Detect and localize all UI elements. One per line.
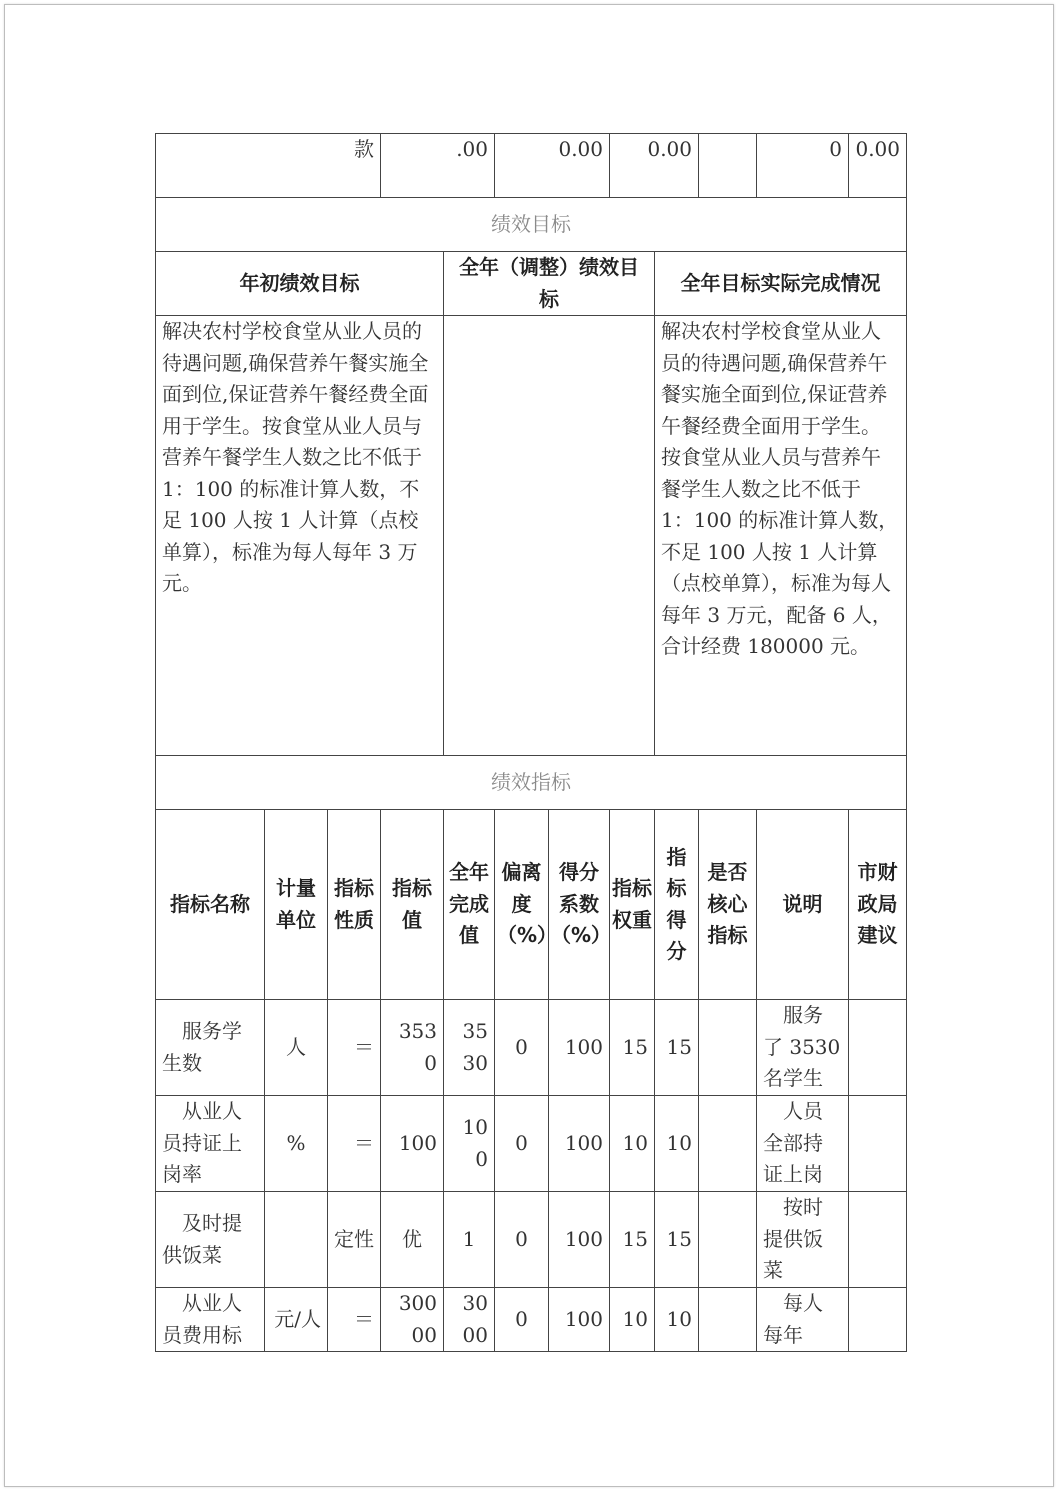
indicator-header-row [156, 810, 907, 1000]
adjusted-goal-text [444, 316, 655, 756]
header-weight: 指标权重 [610, 810, 655, 1000]
header-unit: 计量单位 [265, 810, 328, 1000]
table-row [156, 1000, 907, 1096]
row-coefficient: 100 [549, 1096, 610, 1192]
row-value: 3530 [381, 1000, 444, 1096]
row-name: 服务学生数 [156, 1000, 265, 1096]
top-row [156, 134, 907, 198]
row-deviation: 0 [495, 1288, 549, 1352]
row-unit: 元/人 [265, 1288, 328, 1352]
table-row [156, 1192, 907, 1288]
top-row-label: 款 [156, 134, 381, 198]
adjusted-goal-header: 全年（调整）绩效目标 [444, 252, 655, 316]
header-coefficient: 得分系数（%） [549, 810, 610, 1000]
row-score: 15 [655, 1000, 699, 1096]
row-score: 15 [655, 1192, 699, 1288]
row-core [699, 1288, 757, 1352]
row-weight: 15 [610, 1192, 655, 1288]
row-weight: 15 [610, 1000, 655, 1096]
row-coefficient: 100 [549, 1000, 610, 1096]
row-note: 人员全部持证上岗 [757, 1096, 849, 1192]
row-completed: 1 [444, 1192, 495, 1288]
header-advice: 市财政局建议 [849, 810, 907, 1000]
row-note: 服务了 3530 名学生 [757, 1000, 849, 1096]
header-note: 说明 [757, 810, 849, 1000]
header-indicator-name: 指标名称 [156, 810, 265, 1000]
perf-goal-section-title: 绩效目标 [156, 198, 907, 252]
row-value: 优 [381, 1192, 444, 1288]
initial-goal-header: 年初绩效目标 [156, 252, 444, 316]
top-row-value-4 [699, 134, 757, 198]
header-core: 是否核心指标 [699, 810, 757, 1000]
row-coefficient: 100 [549, 1192, 610, 1288]
row-name: 及时提供饭菜 [156, 1192, 265, 1288]
table-row [156, 1288, 907, 1352]
row-coefficient: 100 [549, 1288, 610, 1352]
row-core [699, 1000, 757, 1096]
row-completed: 3000 [444, 1288, 495, 1352]
row-deviation: 0 [495, 1000, 549, 1096]
row-note: 每人每年 [757, 1288, 849, 1352]
header-value: 指标值 [381, 810, 444, 1000]
row-name: 从业人员持证上岗率 [156, 1096, 265, 1192]
row-nature: ＝ [328, 1000, 381, 1096]
top-row-value-1: .00 [381, 134, 495, 198]
row-nature: ＝ [328, 1096, 381, 1192]
header-completed: 全年完成值 [444, 810, 495, 1000]
performance-table [155, 133, 907, 1352]
row-core [699, 1192, 757, 1288]
row-advice [849, 1288, 907, 1352]
header-deviation: 偏离度（%） [495, 810, 549, 1000]
row-note: 按时提供饭菜 [757, 1192, 849, 1288]
top-row-value-2: 0.00 [495, 134, 610, 198]
row-completed: 3530 [444, 1000, 495, 1096]
row-completed: 100 [444, 1096, 495, 1192]
row-score: 10 [655, 1096, 699, 1192]
top-row-value-5: 0 [757, 134, 849, 198]
header-nature: 指标性质 [328, 810, 381, 1000]
row-advice [849, 1000, 907, 1096]
row-name: 从业人员费用标 [156, 1288, 265, 1352]
indicator-section-title: 绩效指标 [156, 756, 907, 810]
row-nature: ＝ [328, 1288, 381, 1352]
table-row [156, 1096, 907, 1192]
row-weight: 10 [610, 1096, 655, 1192]
row-nature: 定性 [328, 1192, 381, 1288]
row-score: 10 [655, 1288, 699, 1352]
initial-goal-text: 解决农村学校食堂从业人员的待遇问题,确保营养午餐实施全面到位,保证营养午餐经费全面用于学生。按食堂从业人员与营养午餐学生人数之比不低于 1：100 的标准计算人数，不足 100 人按 1 人计算（点校单算），标准为每人每年 3 万元。 [156, 316, 444, 756]
row-unit: 人 [265, 1000, 328, 1096]
row-unit: % [265, 1096, 328, 1192]
row-deviation: 0 [495, 1192, 549, 1288]
row-value: 100 [381, 1096, 444, 1192]
top-row-value-3: 0.00 [610, 134, 699, 198]
row-advice [849, 1096, 907, 1192]
row-unit [265, 1192, 328, 1288]
actual-goal-header: 全年目标实际完成情况 [655, 252, 907, 316]
row-value: 30000 [381, 1288, 444, 1352]
row-advice [849, 1192, 907, 1288]
top-row-value-6: 0.00 [849, 134, 907, 198]
actual-goal-text: 解决农村学校食堂从业人员的待遇问题,确保营养午餐实施全面到位,保证营养午餐经费全面用于学生。按食堂从业人员与营养午餐学生人数之比不低于 1：100 的标准计算人数，不足 100 人按 1 人计算（点校单算），标准为每人每年 3 万元，配备 6 人，合计经费 180000 元。 [655, 316, 907, 756]
row-weight: 10 [610, 1288, 655, 1352]
row-core [699, 1096, 757, 1192]
header-score: 指标得分 [655, 810, 699, 1000]
row-deviation: 0 [495, 1096, 549, 1192]
